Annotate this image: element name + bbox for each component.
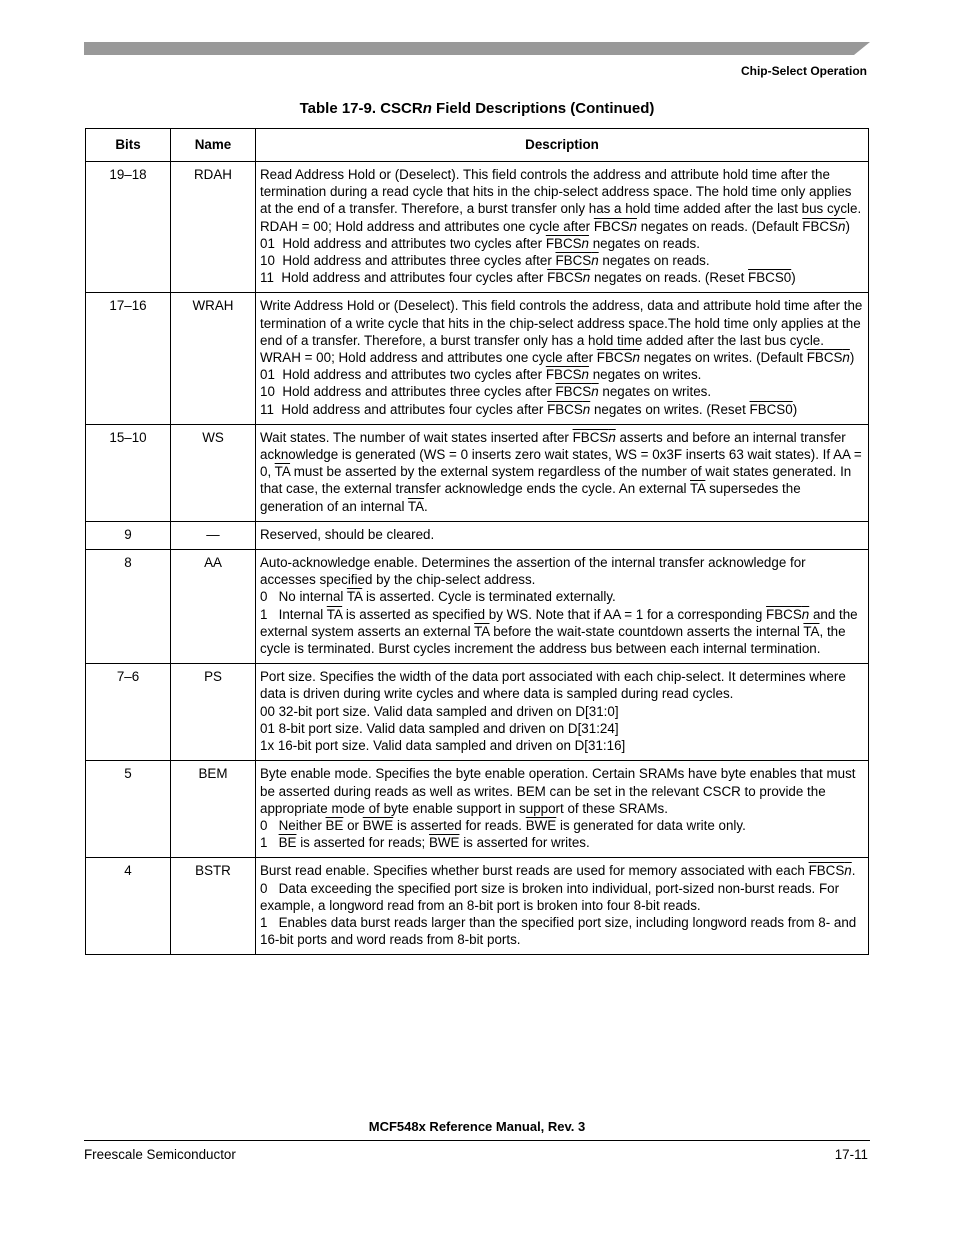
signal-name: FBCS0 — [748, 270, 792, 286]
description-text: 10 Hold address and attributes three cycles after — [260, 253, 556, 269]
column-header-name: Name — [171, 129, 256, 162]
description-text: negates on reads. — [598, 253, 710, 269]
description-line — [260, 349, 864, 366]
description-text: or — [343, 817, 363, 833]
signal-name: FBCS — [555, 253, 592, 269]
signal-name: $\overline{TA}$ — [474, 623, 490, 639]
cell-name: — — [171, 521, 256, 549]
description-text: . — [851, 863, 856, 879]
header-decorative-bar — [84, 42, 870, 55]
description-text: 1 Enables data burst reads larger than the specified port size, including longword reads from 8- and 16-bit ports and word reads from 8-bit ports. — [260, 914, 860, 948]
signal-name: FBCS — [572, 429, 609, 445]
cell-bits: 7–6 — [86, 664, 171, 761]
description-text: negates on reads. — [589, 235, 700, 251]
description-text: 1 Internal — [260, 606, 327, 622]
cell-name: AA — [171, 550, 256, 664]
description-text: . — [424, 498, 428, 514]
signal-name: FBCS — [802, 218, 838, 234]
description-text: 11 Hold address and attributes four cycles after — [260, 401, 548, 417]
cell-name: BSTR — [171, 858, 256, 955]
description-text: is asserted for reads; — [296, 835, 429, 851]
description-line — [260, 383, 864, 400]
description-text: Byte enable mode. Specifies the byte enable operation. Certain SRAMs have byte enables that must be asserted during reads as well as writes. BEM can be set in the relevant CSCR to provide the appropriate mode of byte enable support in support of these SRAMs. — [260, 766, 860, 816]
signal-name: FBCS — [766, 606, 802, 622]
description-text: ) — [845, 218, 850, 234]
description-line — [260, 429, 864, 515]
column-header-description: Description — [256, 129, 869, 162]
signal-name: FBCS — [545, 235, 582, 251]
description-text: ) — [849, 350, 855, 366]
cell-description — [256, 761, 869, 858]
signal-name: $\overline{BWE}$ — [362, 817, 394, 833]
description-text: is asserted for reads. — [393, 817, 526, 833]
description-text: 0 Data exceeding the specified port size is broken into individual, port-sized non-burst reads. For example, a longword read from an 8-bit port is broken into four 8-bit reads. — [260, 880, 843, 913]
description-text: Write Address Hold or (Deselect). This field controls the address, data and attribute hold time after the termination of a write cycle that hits in the chip-select address space.The hold time only applies at the end of a transfer. Therefore, a burst transfer only has a hold time added after the last bus cycle. — [260, 298, 867, 348]
cell-bits: 17–16 — [86, 293, 171, 424]
description-text: Wait states. The number of wait states inserted after — [260, 429, 573, 445]
description-text: WRAH = 00; Hold address and attributes one cycle after — [260, 350, 597, 366]
description-text: Auto-acknowledge enable. Determines the assertion of the internal transfer acknowledge for accesses specified by the chip-select address. — [260, 555, 810, 588]
signal-name: $\overline{n}$ — [629, 218, 637, 234]
description-line — [260, 817, 864, 834]
cell-bits: 19–18 — [86, 162, 171, 293]
description-text: is generated for data write only. — [556, 817, 746, 833]
description-text: 1 — [260, 835, 279, 851]
description-line — [260, 252, 864, 269]
cell-name: BEM — [171, 761, 256, 858]
description-text: must be asserted by the external system regardless of the number of wait states generated. In that case, the external transfer acknowledge ends the cycle. An external — [260, 464, 855, 497]
description-line — [260, 720, 864, 737]
table-header-row — [86, 129, 869, 162]
cell-bits: 8 — [86, 550, 171, 664]
table-row — [86, 293, 869, 424]
description-text: asserts and before an internal transfer acknowledge is generated (WS = 0 inserts zero wait states, WS = 0x3F inserts 63 wait states). If AA = 0, — [260, 429, 866, 480]
cell-description — [256, 521, 869, 549]
table-title — [0, 100, 954, 117]
description-text: 0 No internal — [260, 589, 347, 605]
cell-name: RDAH — [171, 162, 256, 293]
cell-name: PS — [171, 664, 256, 761]
footer-company: Freescale Semiconductor — [84, 1147, 236, 1162]
footer-manual-title: MCF548x Reference Manual, Rev. 3 — [368, 1119, 586, 1134]
cell-description — [256, 293, 869, 424]
description-text: , the cycle is terminated. Burst cycles increment the address bus between each internal termination. — [260, 623, 850, 657]
cell-bits: 9 — [86, 521, 171, 549]
description-line — [260, 269, 864, 286]
table-title-italic: n — [422, 100, 432, 117]
running-header-section: Chip-Select Operation — [740, 64, 867, 78]
signal-name: $\overline{n}$ — [842, 350, 850, 366]
description-line — [260, 862, 864, 879]
signal-name: FBCS — [547, 270, 583, 286]
description-text: is asserted for writes. — [459, 835, 590, 851]
table-row — [86, 664, 869, 761]
description-text: RDAH = 00; Hold address and attributes one cycle after — [260, 218, 594, 234]
description-line — [260, 588, 864, 605]
description-line — [260, 880, 864, 914]
table-title-suffix: Field Descriptions (Continued) — [431, 100, 655, 117]
description-line — [260, 297, 867, 349]
description-text: 1x 16-bit port size. Valid data sampled and driven on D[31:16] — [260, 738, 626, 754]
cell-description — [256, 162, 869, 293]
description-text: Port size. Specifies the width of the data port associated with each chip-select. It determines where data is driven during write cycles and where data is sampled during read cycles. — [260, 669, 850, 702]
signal-name: FBCS — [547, 401, 583, 417]
description-text: 0 Neither — [260, 817, 326, 833]
description-line — [260, 914, 864, 948]
signal-name: $\overline{n}$ — [582, 401, 591, 417]
signal-name: FBCS0 — [749, 401, 793, 417]
column-header-bits: Bits — [86, 129, 171, 162]
description-line — [260, 834, 864, 851]
description-line — [260, 235, 864, 252]
cell-description — [256, 858, 869, 955]
description-line — [260, 366, 864, 383]
signal-name: $\overline{TA}$ — [690, 481, 706, 497]
table-row — [86, 424, 869, 521]
cell-name: WRAH — [171, 293, 256, 424]
description-text: 00 32-bit port size. Valid data sampled and driven on D[31:0] — [260, 703, 619, 719]
description-text: supersedes the generation of an internal — [260, 481, 805, 514]
cell-bits: 15–10 — [86, 424, 171, 521]
description-line — [260, 218, 864, 235]
description-text: 01 Hold address and attributes two cycles after — [260, 235, 546, 251]
signal-name: FBCS — [545, 367, 582, 383]
description-text: negates on reads. (Reset — [590, 270, 749, 286]
description-text: ) — [792, 401, 798, 417]
table-row — [86, 162, 869, 293]
table-row — [86, 521, 869, 549]
description-text: is asserted as specified by WS. Note that if AA = 1 for a corresponding — [342, 606, 767, 622]
signal-name: $\overline{n}$ — [844, 863, 852, 879]
description-text: negates on writes. — [589, 367, 702, 383]
description-line — [260, 166, 864, 218]
signal-name: $\overline{n}$ — [608, 429, 616, 445]
table-row — [86, 858, 869, 955]
cell-description — [256, 664, 869, 761]
signal-name: $\overline{TA}$ — [274, 464, 291, 480]
signal-name: $\overline{n}$ — [591, 253, 599, 269]
description-text: Burst read enable. Specifies whether burst reads are used for memory associated with each — [260, 863, 809, 879]
description-line — [260, 554, 864, 588]
signal-name: $\overline{n}$ — [632, 350, 640, 366]
description-line — [260, 765, 864, 817]
signal-name: $\overline{BWE}$ — [428, 835, 460, 851]
cell-name: WS — [171, 424, 256, 521]
signal-name: $\overline{TA}$ — [803, 623, 820, 639]
description-line — [260, 737, 864, 754]
cell-description — [256, 424, 869, 521]
signal-name: $\overline{BWE}$ — [525, 817, 557, 833]
signal-name: $\overline{n}$ — [581, 367, 589, 383]
footer-divider — [84, 1140, 870, 1141]
table-row — [86, 550, 869, 664]
description-text: negates on writes. (Reset — [590, 401, 750, 417]
description-text: ) — [791, 270, 796, 286]
signal-name: FBCS — [596, 350, 633, 366]
description-line — [260, 606, 864, 658]
signal-name: $\overline{BE}$ — [325, 817, 344, 833]
description-text: 10 Hold address and attributes three cycles after — [260, 384, 556, 400]
footer-page-number: 17-11 — [834, 1147, 868, 1162]
table-title-prefix: Table 17-9. CSCR — [299, 100, 423, 117]
description-text: 01 Hold address and attributes two cycles after — [260, 367, 546, 383]
signal-name: $\overline{TA}$ — [326, 606, 343, 622]
description-text: 11 Hold address and attributes four cycles after — [260, 270, 548, 286]
signal-name: $\overline{n}$ — [582, 270, 591, 286]
signal-name: $\overline{TA}$ — [407, 498, 425, 514]
description-text: negates on writes. (Default — [639, 350, 807, 366]
field-description-table — [85, 128, 869, 955]
table-row — [86, 761, 869, 858]
description-line — [260, 703, 864, 720]
cell-bits: 5 — [86, 761, 171, 858]
description-line — [260, 526, 864, 543]
cell-description — [256, 550, 869, 664]
description-text: negates on reads. (Default — [637, 218, 803, 234]
table-body — [86, 162, 869, 955]
description-text: before the wait-state countdown asserts the internal — [489, 623, 804, 639]
signal-name: $\overline{BE}$ — [278, 835, 297, 851]
signal-name: FBCS — [808, 863, 845, 879]
signal-name: $\overline{n}$ — [837, 218, 846, 234]
description-text: negates on writes. — [598, 384, 712, 400]
signal-name: FBCS — [555, 384, 592, 400]
signal-name: $\overline{TA}$ — [346, 589, 363, 605]
signal-name: FBCS — [806, 350, 843, 366]
description-text: 01 8-bit port size. Valid data sampled and driven on D[31:24] — [260, 720, 619, 736]
description-line — [260, 401, 864, 418]
cell-bits: 4 — [86, 858, 171, 955]
description-text: is asserted. Cycle is terminated externally. — [362, 589, 616, 605]
signal-name: $\overline{n}$ — [801, 606, 810, 622]
signal-name: $\overline{n}$ — [591, 384, 599, 400]
description-line — [260, 668, 864, 702]
description-text: Reserved, should be cleared. — [260, 526, 435, 542]
description-text: Read Address Hold or (Deselect). This field controls the address and attribute hold time after the termination during a read cycle that hits in the chip-select address space. The hold time only applies at the end of a transfer. Therefore, a burst transfer only has a hold time added after the last bus cycle. — [260, 167, 862, 217]
signal-name: $\overline{n}$ — [581, 235, 589, 251]
description-text: and the external system asserts an external — [260, 606, 862, 639]
signal-name: FBCS — [593, 218, 630, 234]
